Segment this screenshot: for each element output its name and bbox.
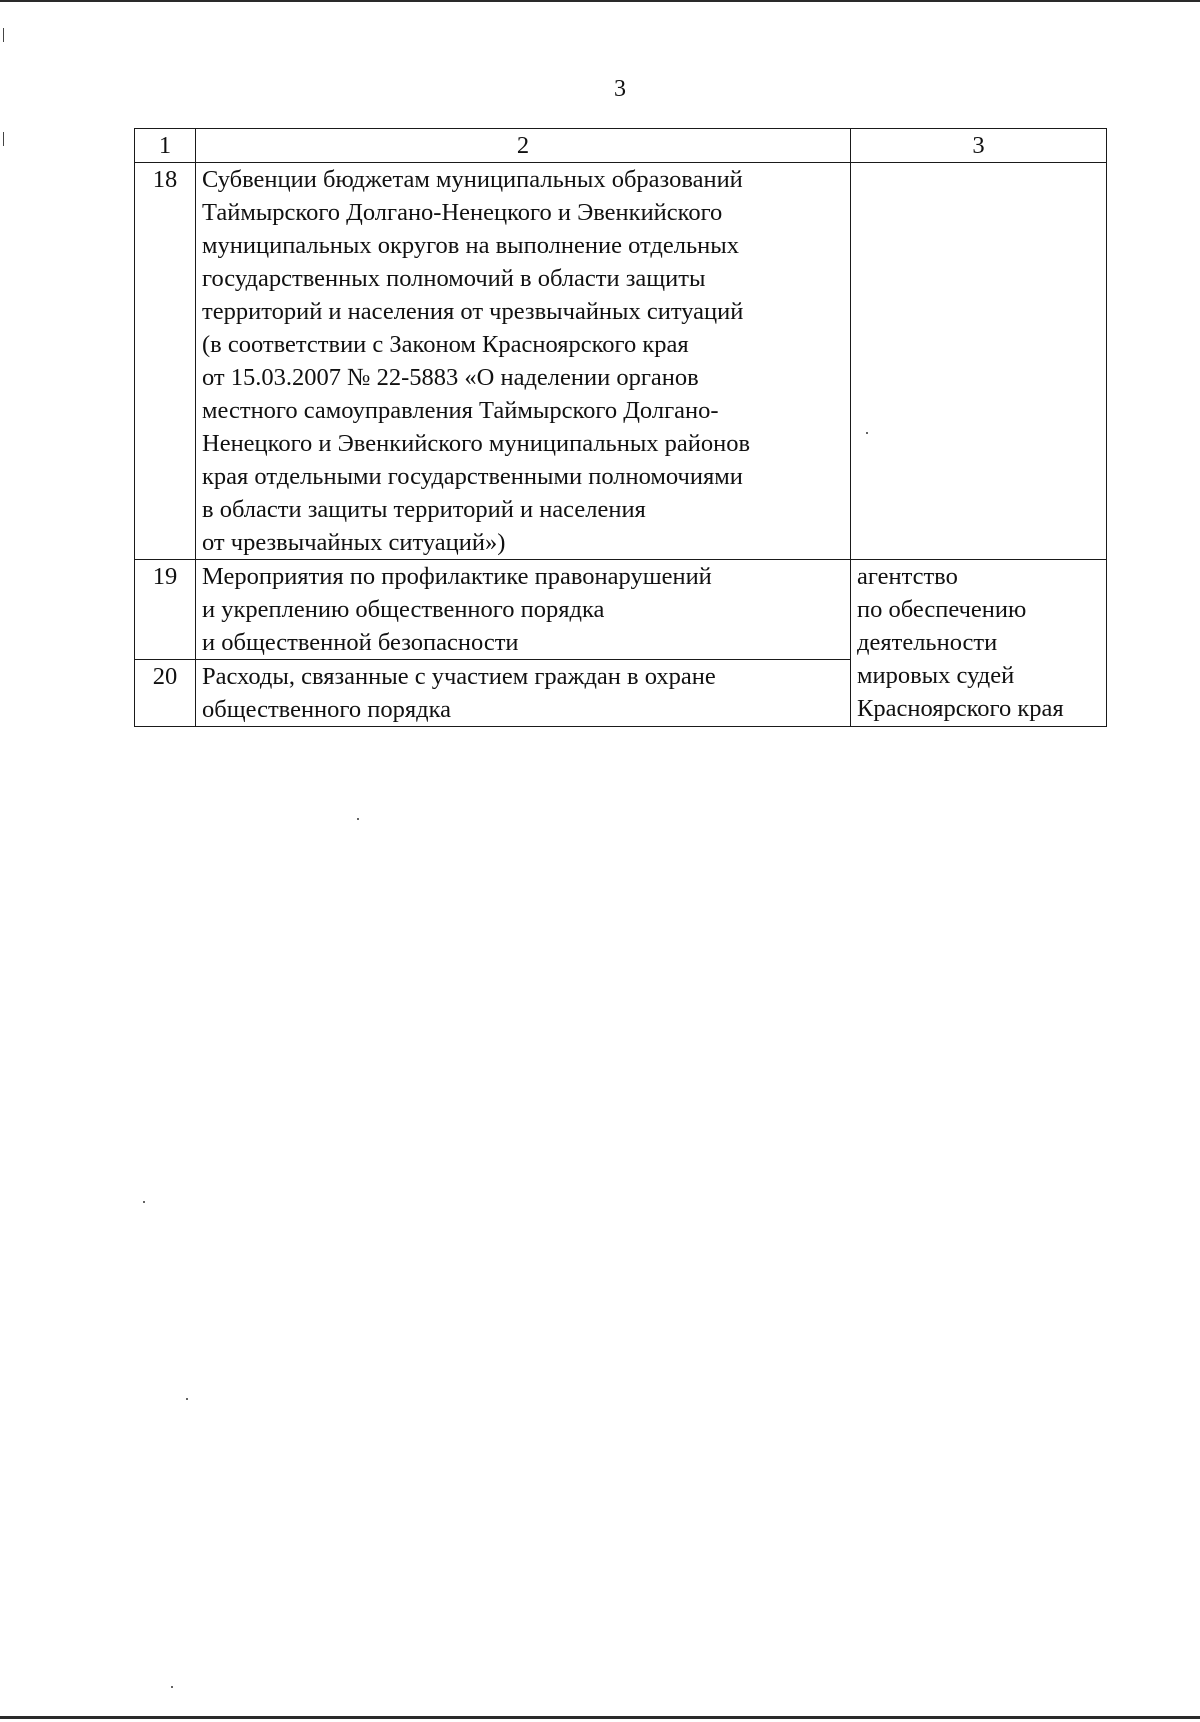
row-agency: агентство по обеспечению деятельности мировых судей Красноярского края: [851, 560, 1107, 727]
row-number: 18: [135, 163, 196, 560]
table-row: [135, 163, 1107, 560]
row-description: Расходы, связанные с участием граждан в охране общественного порядка: [196, 660, 851, 727]
table-row: [135, 560, 1107, 660]
row-description: Субвенции бюджетам муниципальных образований Таймырского Долгано-Ненецкого и Эвенкийского муниципальных округов на выполнение отдельных государственных полномочий в области защиты территорий и населения от чрезвычайных ситуаций (в соответствии с Законом Красноярского края от 15.03.2007 № 22-5883 «О наделении органов местного самоуправления Таймырского Долгано- Ненецкого и Эвенкийского муниципальных районов края отдельными государственными полномочиями в области защиты территорий и населения от чрезвычайных ситуаций»): [196, 163, 851, 560]
header-cell-1: 1: [135, 129, 196, 163]
scan-speck: [357, 818, 359, 820]
scan-speck: [186, 1398, 188, 1400]
scan-top-border: [0, 0, 1200, 2]
budget-expenditure-table: [134, 128, 1107, 727]
scan-speck: [143, 1201, 145, 1203]
table-header-row: [135, 129, 1107, 163]
row-description: Мероприятия по профилактике правонарушений и укреплению общественного порядка и общественной безопасности: [196, 560, 851, 660]
scan-speck: [866, 432, 868, 434]
scan-edge-mark: [3, 28, 4, 42]
row-number: 20: [135, 660, 196, 727]
page-number: 3: [614, 76, 626, 102]
header-cell-2: 2: [196, 129, 851, 163]
header-cell-3: 3: [851, 129, 1107, 163]
scan-edge-mark: [3, 132, 4, 146]
row-number: 19: [135, 560, 196, 660]
scan-bottom-border: [0, 1716, 1200, 1719]
row-agency: [851, 163, 1107, 560]
scan-speck: [171, 1686, 173, 1688]
